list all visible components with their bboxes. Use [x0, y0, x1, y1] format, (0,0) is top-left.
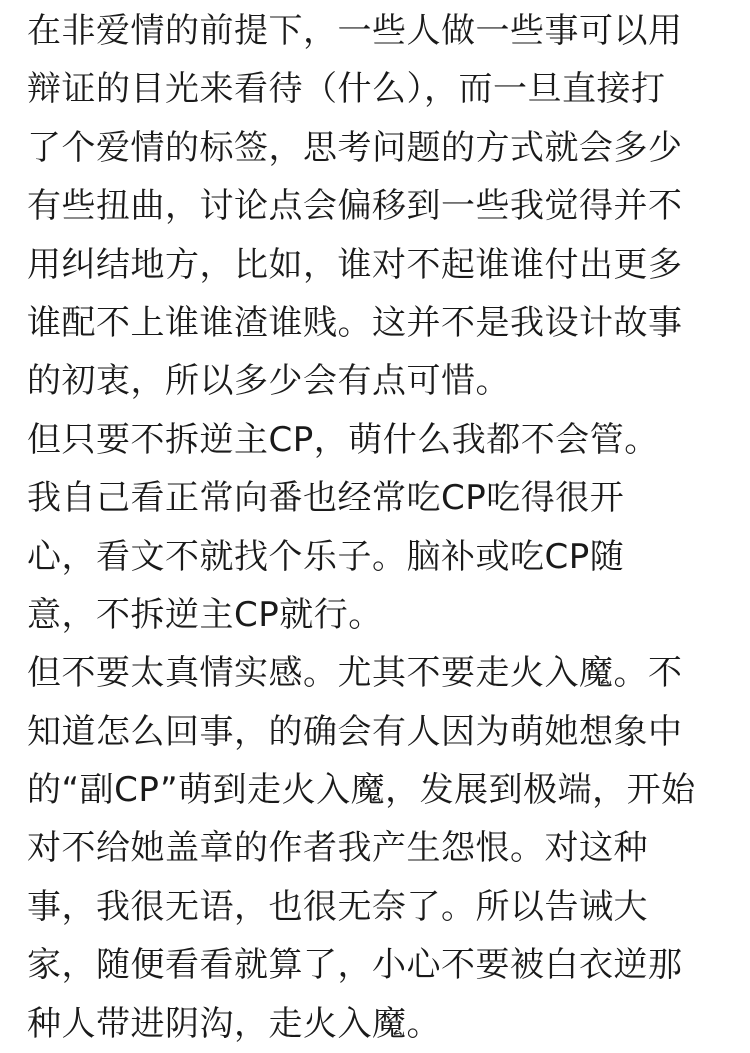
text-line: 我自己看正常向番也经常吃CP吃得很开 — [27, 478, 625, 519]
text-line: 有些扭曲，讨论点会偏移到一些我觉得并不 — [27, 186, 683, 227]
text-line: 种人带进阴沟，走火入魔。 — [27, 1003, 441, 1044]
text-line: 但不要太真情实感。尤其不要走火入魔。不 — [27, 653, 683, 694]
text-line: 谁配不上谁谁渣谁贱。这并不是我设计故事 — [27, 302, 683, 343]
text-line: 的“副CP”萌到走火入魔，发展到极端，开始 — [27, 770, 696, 811]
post-body — [27, 2, 723, 1053]
text-line: 知道怎么回事，的确会有人因为萌她想象中 — [27, 711, 683, 752]
text-line: 用纠结地方，比如，谁对不起谁谁付出更多 — [27, 244, 683, 285]
text-line: 在非爱情的前提下，一些人做一些事可以用 — [27, 11, 683, 51]
text-line: 家，随便看看就算了，小心不要被白衣逆那 — [27, 945, 683, 986]
text-line: 事，我很无语，也很无奈了。所以告诫大 — [27, 886, 648, 927]
text-line: 但只要不拆逆主CP，萌什么我都不会管。 — [27, 419, 659, 460]
text-line: 意，不拆逆主CP就行。 — [27, 594, 383, 635]
text-line: 了个爱情的标签，思考问题的方式就会多少 — [27, 127, 683, 168]
text-line: 心，看文不就找个乐子。脑补或吃CP随 — [27, 536, 625, 577]
text-line: 辩证的目光来看待（什么），而一旦直接打 — [27, 69, 666, 110]
text-line: 的初衷，所以多少会有点可惜。 — [27, 361, 510, 402]
text-line: 对不给她盖章的作者我产生怨恨。对这种 — [27, 828, 648, 869]
